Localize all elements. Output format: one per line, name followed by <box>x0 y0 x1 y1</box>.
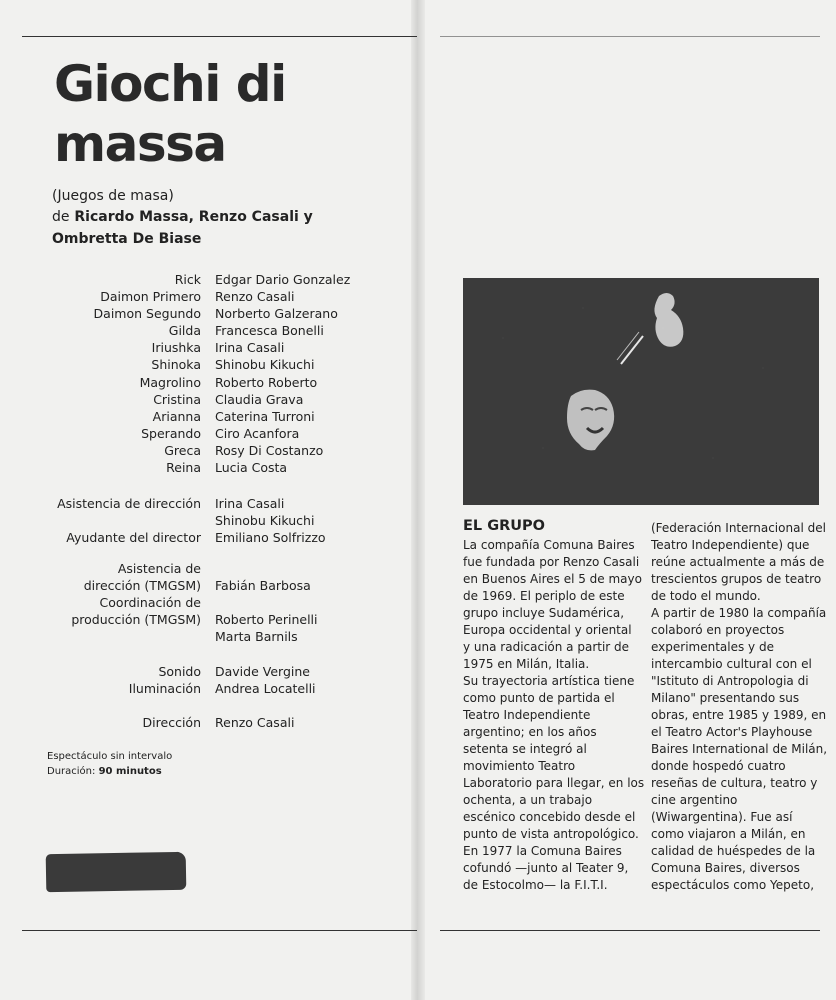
bottom-rule-left <box>22 930 417 931</box>
intermission-note: Espectáculo sin intervalo <box>47 751 173 762</box>
body-line: (Federación Internacional del <box>651 521 826 535</box>
top-rule-left <box>22 36 417 37</box>
stage-photo <box>463 278 819 505</box>
crew-role-line: producción (TMGSM) <box>71 612 201 628</box>
body-line: espectáculos como Yepeto, <box>651 878 815 892</box>
section-heading: EL GRUPO <box>463 518 545 534</box>
crew-role-line: dirección (TMGSM) <box>83 578 201 594</box>
crew-role-line: Asistencia de <box>117 561 201 576</box>
crew-name: Marta Barnils <box>215 629 298 645</box>
crew-coordinacion <box>40 594 317 645</box>
crew-row <box>40 594 317 628</box>
top-rule-right <box>440 36 820 37</box>
crew-direccion <box>40 714 294 731</box>
cast-actor: Roberto Roberto <box>215 374 318 390</box>
crew-name: Andrea Locatelli <box>215 681 316 697</box>
bottom-rule-right <box>440 930 820 931</box>
body-column-1 <box>463 537 644 894</box>
crew-row <box>40 512 314 529</box>
cast-actor: Ciro Acanfora <box>215 425 300 441</box>
crew-row <box>40 560 311 594</box>
crew-name: Roberto Perinelli <box>215 612 318 628</box>
body-line: en Buenos Aires el 5 de mayo <box>463 572 642 586</box>
body-line: Europa occidental y oriental <box>463 623 632 637</box>
body-line: como viajaron a Milán, en <box>651 827 806 841</box>
cast-actor: Francesca Bonelli <box>215 323 324 339</box>
body-line: cine argentino <box>651 793 738 807</box>
cast-role: Daimon Primero <box>100 289 201 305</box>
page-fold <box>411 0 425 1000</box>
crew-role: Ayudante del director <box>66 530 201 545</box>
crew-name: Fabián Barbosa <box>215 578 311 594</box>
crew-role <box>40 560 215 594</box>
crew-row <box>40 495 314 512</box>
show-note <box>47 749 172 779</box>
crew-row <box>40 663 316 680</box>
cast-row <box>40 408 385 425</box>
crew-name: Davide Vergine <box>215 664 310 679</box>
cast-actor: Claudia Grava <box>215 391 304 407</box>
crew-role: Iluminación <box>128 681 201 697</box>
crew-role <box>40 594 215 628</box>
cast-actor: Lucia Costa <box>215 460 288 476</box>
body-line: ochenta, a un trabajo <box>463 793 593 807</box>
crew-row <box>40 529 326 546</box>
body-line: Teatro Independiente <box>463 708 591 722</box>
body-line: de Estocolmo— la F.I.T.I. <box>463 878 608 892</box>
cast-role: Rick <box>174 272 201 287</box>
duration-line <box>47 764 172 779</box>
body-line: La compañía Comuna Baires <box>463 538 635 552</box>
cast-list <box>40 271 385 476</box>
crew-name: Shinobu Kikuchi <box>215 513 315 529</box>
duration-value: 90 minutos <box>98 766 162 777</box>
authors-line-1: Ricardo Massa, Renzo Casali y <box>74 209 313 225</box>
body-line: grupo incluye Sudamérica, <box>463 606 625 620</box>
body-line: experimentales y de <box>651 640 774 654</box>
cast-role: Greca <box>164 442 201 458</box>
crew-row <box>40 680 316 697</box>
crew-role-line: Coordinación de <box>99 595 201 610</box>
crew-name: Irina Casali <box>215 496 285 511</box>
authors-prefix: de <box>52 209 70 225</box>
cast-role: Magrolino <box>139 374 201 390</box>
ink-blot <box>46 852 187 892</box>
body-line: de 1969. El periplo de este <box>463 589 625 603</box>
cast-actor: Irina Casali <box>215 340 285 356</box>
body-line: argentino; en los años <box>463 725 597 739</box>
body-line: donde hospedó cuatro <box>651 759 786 773</box>
authors-line-2: Ombretta De Biase <box>52 231 202 247</box>
cast-role: Sperando <box>141 425 201 441</box>
body-line: Su trayectoria artística tiene <box>463 674 635 688</box>
cast-actor: Edgar Dario Gonzalez <box>215 272 351 287</box>
body-line: En 1977 la Comuna Baires <box>463 844 622 858</box>
cast-row <box>40 425 385 442</box>
cast-actor: Shinobu Kikuchi <box>215 357 315 373</box>
body-line: Milano" presentando sus <box>651 691 800 705</box>
body-line: punto de vista antropológico. <box>463 827 639 841</box>
body-line: calidad de huéspedes de la <box>651 844 816 858</box>
title-line-1: Giochi di <box>54 55 286 113</box>
stage-photo-graphic <box>463 278 819 505</box>
title-line-2: massa <box>54 115 226 173</box>
body-line: reseñas de cultura, teatro y <box>651 776 818 790</box>
duration-label: Duración: <box>47 766 96 777</box>
authors <box>52 206 332 250</box>
cast-row <box>40 288 385 305</box>
cast-actor: Rosy Di Costanzo <box>215 442 324 458</box>
body-line: "Istituto di Antropologia di <box>651 674 809 688</box>
crew-row <box>40 628 317 645</box>
body-line: escénico concebido desde el <box>463 810 636 824</box>
crew-role: Dirección <box>142 715 201 730</box>
body-line: fue fundada por Renzo Casali <box>463 555 640 569</box>
body-line: el Teatro Actor's Playhouse <box>651 725 813 739</box>
crew-role: Sonido <box>158 664 201 679</box>
crew-name: Emiliano Solfrizzo <box>215 530 326 545</box>
cast-row <box>40 442 385 459</box>
crew-row <box>40 714 294 731</box>
body-line: reúne actualmente a más de <box>651 555 825 569</box>
cast-role: Cristina <box>153 391 201 407</box>
body-line: como punto de partida el <box>463 691 615 705</box>
crew-tecnica <box>40 663 316 697</box>
cast-row <box>40 356 385 373</box>
crew-asistencia <box>40 495 314 529</box>
body-line: de todo el mundo. <box>651 589 761 603</box>
cast-row <box>40 391 385 408</box>
body-line: 1975 en Milán, Italia. <box>463 657 590 671</box>
cast-row <box>40 339 385 356</box>
cast-row <box>40 322 385 339</box>
body-line: Baires International de Milán, <box>651 742 828 756</box>
cast-actor: Caterina Turroni <box>215 408 315 424</box>
cast-role: Iriushka <box>151 340 201 356</box>
cast-row <box>40 374 385 391</box>
body-line: cofundó —junto al Teater 9, <box>463 861 629 875</box>
crew-role: Asistencia de dirección <box>57 496 201 511</box>
body-line: Teatro Independiente) que <box>651 538 810 552</box>
body-line: Comuna Baires, diversos <box>651 861 800 875</box>
cast-row <box>40 459 385 476</box>
body-line: colaboró en proyectos <box>651 623 785 637</box>
crew-ayudante <box>40 529 326 546</box>
cast-role: Gilda <box>168 323 201 339</box>
body-column-2 <box>651 520 827 894</box>
play-subtitle: (Juegos de masa) <box>52 188 174 204</box>
body-line: obras, entre 1985 y 1989, en <box>651 708 827 722</box>
crew-name: Renzo Casali <box>215 715 295 730</box>
body-line: setenta se integró al <box>463 742 587 756</box>
body-line: A partir de 1980 la compañía <box>651 606 827 620</box>
cast-actor: Renzo Casali <box>215 289 295 305</box>
cast-role: Arianna <box>152 408 201 424</box>
cast-role: Daimon Segundo <box>93 306 201 322</box>
crew-asistencia-tmgsm <box>40 560 311 594</box>
cast-role: Reina <box>166 460 201 476</box>
cast-row <box>40 271 385 288</box>
cast-row <box>40 305 385 322</box>
body-line: y una radicación a partir de <box>463 640 630 654</box>
play-title <box>54 54 286 174</box>
cast-role: Shinoka <box>151 357 201 373</box>
body-line: movimiento Teatro <box>463 759 576 773</box>
body-line: intercambio cultural con el <box>651 657 812 671</box>
body-line: (Wiwargentina). Fue así <box>651 810 793 824</box>
cast-actor: Norberto Galzerano <box>215 306 338 322</box>
body-line: trescientos grupos de teatro <box>651 572 822 586</box>
body-line: Laboratorio para llegar, en los <box>463 776 645 790</box>
